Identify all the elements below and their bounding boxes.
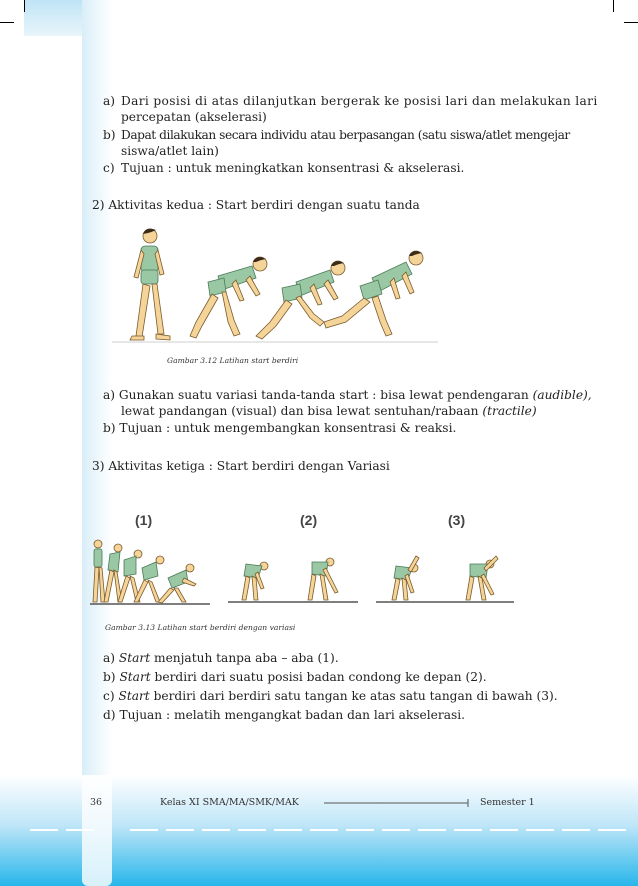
list-item-b-line2: siswa/atlet lain) xyxy=(121,144,219,158)
footer-dash xyxy=(490,829,518,831)
figure-3-13-caption: Gambar 3.13 Latihan start berdiri dengan variasi xyxy=(105,623,296,632)
activity3-item-d-prefix: d) xyxy=(103,708,120,722)
runner-figure xyxy=(392,556,419,600)
footer-dash xyxy=(418,829,446,831)
figure-3-13-illustration xyxy=(86,530,518,610)
activity2-item-a-line1 xyxy=(103,387,592,403)
list-item-c-label: c) xyxy=(103,161,115,175)
runner-figure xyxy=(134,556,164,602)
panel-label-3: (3) xyxy=(448,512,466,528)
activity3-item-a-italic: Start xyxy=(118,651,151,665)
activity3-item-a xyxy=(103,650,339,666)
activity3-item-d-rest: Tujuan : melatih mengangkat badan dan lari akselerasi. xyxy=(119,708,465,722)
activity3-item-b-prefix: b) xyxy=(103,670,120,684)
activity3-item-a-prefix: a) xyxy=(103,651,119,665)
footer-dash xyxy=(66,829,94,831)
footer-dash xyxy=(598,829,626,831)
footer-dash xyxy=(526,829,554,831)
runner-figure xyxy=(242,562,268,600)
activity3-item-a-rest: menjatuh tanpa aba – aba (1). xyxy=(150,651,339,665)
activity3-item-c-italic: Start xyxy=(118,689,150,703)
activity3-item-c-rest: berdiri dari berdiri satu tangan ke atas satu tangan di bawah (3). xyxy=(149,689,558,703)
crop-mark xyxy=(24,0,25,12)
footer-dash xyxy=(30,829,58,831)
top-white-area xyxy=(92,0,638,38)
list-item-a-line2: percepatan (akselerasi) xyxy=(121,110,267,124)
activity2-heading: 2) Aktivitas kedua : Start berdiri dengan suatu tanda xyxy=(92,198,420,212)
runner-figure xyxy=(256,261,345,339)
panel-label-2: (2) xyxy=(300,512,318,528)
footer-dash xyxy=(454,829,482,831)
footer-rule xyxy=(322,798,472,808)
activity3-item-c-prefix: c) xyxy=(103,689,119,703)
footer-dash xyxy=(310,829,338,831)
semester-label: Semester 1 xyxy=(480,797,535,808)
activity3-item-b-rest: berdiri dari suatu posisi badan condong ke depan (2). xyxy=(150,670,487,684)
footer-dash xyxy=(346,829,374,831)
panel-label-1: (1) xyxy=(135,512,153,528)
page-number: 36 xyxy=(90,797,103,808)
list-item-a-label: a) xyxy=(103,94,116,108)
activity3-item-b-italic: Start xyxy=(119,670,151,684)
list-item-b-line1: Dapat dilakukan secara individu atau berpasangan (satu siswa/atlet mengejar xyxy=(121,128,570,142)
runner-figure xyxy=(130,229,170,340)
activity2-item-b: b) Tujuan : untuk mengembangkan konsentrasi & reaksi. xyxy=(103,421,457,435)
list-item-b-label: b) xyxy=(103,128,116,142)
footer-dash xyxy=(562,829,590,831)
runner-figure xyxy=(104,544,122,602)
footer-dash xyxy=(130,829,158,831)
activity3-item-d xyxy=(103,707,465,723)
figure-3-12-caption: Gambar 3.12 Latihan start berdiri xyxy=(167,356,299,365)
footer-dash xyxy=(274,829,302,831)
runner-figure xyxy=(93,540,105,602)
list-item-c-line1: Tujuan : untuk meningkatkan konsentrasi & akselerasi. xyxy=(121,161,465,175)
runner-figure xyxy=(158,564,196,603)
figure-3-12-illustration xyxy=(110,222,440,350)
crop-mark xyxy=(0,22,14,23)
runner-figure xyxy=(190,257,267,338)
activity3-item-c xyxy=(103,688,558,704)
list-item-a-line1: Dari posisi di atas dilanjutkan bergerak ke posisi lari dan melakukan lari xyxy=(121,94,598,108)
footer-dash xyxy=(238,829,266,831)
activity2-item-a-plain: a) Gunakan suatu variasi tanda-tanda start : bisa lewat pendengaran xyxy=(103,388,533,402)
activity3-heading: 3) Aktivitas ketiga : Start berdiri dengan Variasi xyxy=(92,459,390,473)
book-title: Kelas XI SMA/MA/SMK/MAK xyxy=(160,797,299,808)
activity2-item-a-line2 xyxy=(121,403,537,419)
runner-figure xyxy=(308,558,338,600)
activity2-item-a2-plain: lewat pandangan (visual) dan bisa lewat sentuhan/rabaan xyxy=(121,404,483,418)
footer-dash xyxy=(166,829,194,831)
runner-figure xyxy=(466,556,498,600)
crop-mark xyxy=(624,22,638,23)
footer-dash xyxy=(202,829,230,831)
activity3-item-b xyxy=(103,669,487,685)
footer-dash xyxy=(382,829,410,831)
left-margin xyxy=(0,0,24,886)
activity2-item-a2-italic: (tractile) xyxy=(482,404,537,418)
crop-mark xyxy=(613,0,614,12)
activity2-item-a-italic: (audible), xyxy=(532,388,592,402)
